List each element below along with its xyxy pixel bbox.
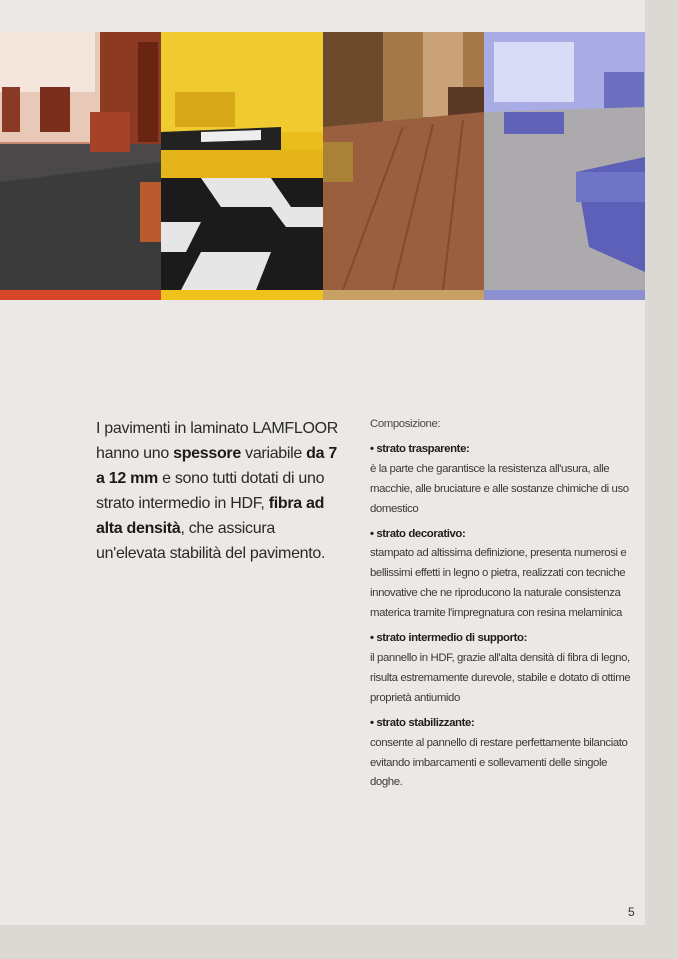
layer-heading-transparent: • strato trasparente: bbox=[370, 442, 470, 455]
page-number: 5 bbox=[628, 905, 635, 919]
layer-heading-decorative: • strato decorativo: bbox=[370, 527, 466, 540]
intro-text-1: I pavimenti in laminato LAMFLOOR hanno uno bbox=[96, 420, 339, 462]
intro-text-3: e sono tutti dotati di uno strato intermedio in HDF, bbox=[96, 470, 325, 512]
composition-section bbox=[370, 415, 632, 793]
photo-yellow-tile-room bbox=[161, 32, 323, 290]
layer-text-stabilizing: consente al pannello di restare perfettamente bilanciato evitando imbarcamenti e sollevamenti delle singole doghe. bbox=[370, 736, 628, 789]
intro-text-2: variabile bbox=[240, 445, 307, 462]
stripe-red bbox=[0, 290, 161, 300]
layer-heading-stabilizing: • strato stabilizzante: bbox=[370, 716, 475, 729]
photo-wood-living-room bbox=[323, 32, 484, 290]
intro-bold-range: da 7 a 12 mm bbox=[96, 445, 337, 487]
layer-text-decorative: stampato ad altissima definizione, presenta numerosi e bellissimi effetti in legno o pietra, realizzati con tecniche innovative che ne riproducono la naturale consistenza materica tramite l'impregnatura con resina melaminica bbox=[370, 547, 627, 620]
composition-title: Composizione: bbox=[370, 418, 441, 430]
layer-text-support: il pannello in HDF, grazie all'alta densità di fibra di legno, risulta estremamente durevole, stabile e dotato di ottime proprietà antiumido bbox=[370, 651, 631, 704]
stripe-tan bbox=[323, 290, 484, 300]
intro-paragraph bbox=[96, 416, 346, 566]
stripe-lavender bbox=[484, 290, 645, 300]
stripe-yellow bbox=[161, 290, 323, 300]
photo-lavender-lounge bbox=[484, 32, 645, 290]
intro-text-4: , che assicura un'elevata stabilità del pavimento. bbox=[96, 520, 326, 562]
hero-image-strip bbox=[0, 32, 645, 300]
layer-text-transparent: è la parte che garantisce la resistenza all'usura, alle macchie, alle bruciature e alle sostanze chimiche di uso domestico bbox=[370, 462, 629, 515]
intro-bold-thickness: spessore bbox=[173, 445, 241, 462]
layer-heading-support: • strato intermedio di supporto: bbox=[370, 632, 527, 645]
photo-red-dining-room bbox=[0, 32, 161, 290]
intro-bold-hdf: fibra ad alta densità bbox=[96, 495, 325, 537]
